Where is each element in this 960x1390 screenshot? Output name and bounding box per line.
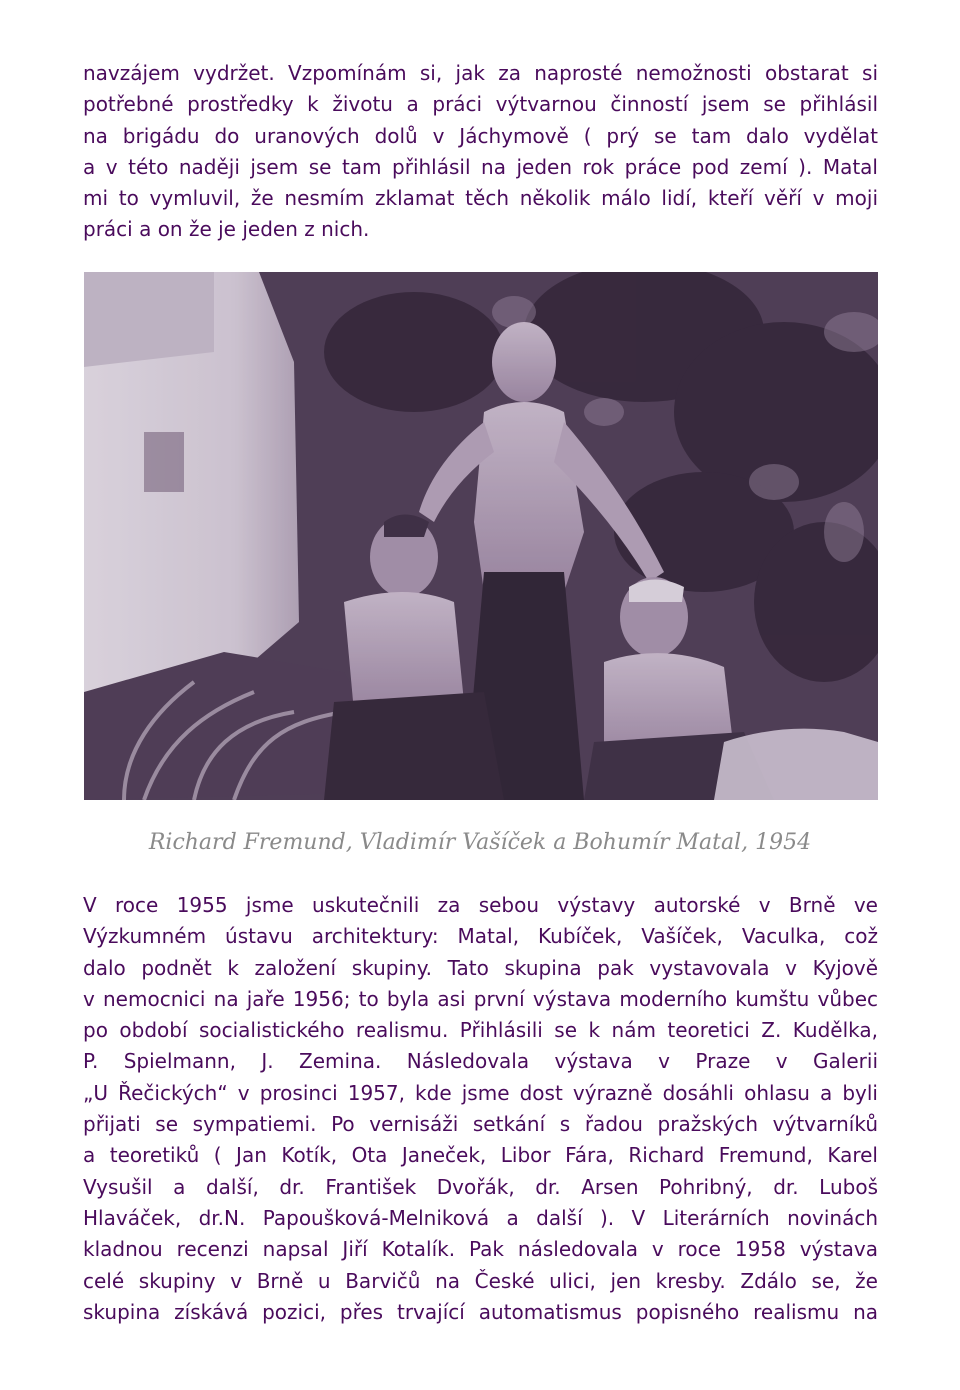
text-line: Výzkumném ústavu architektury: Matal, Kubíček, Vašíček, Vaculka, což <box>83 924 878 949</box>
group-photo <box>84 272 878 800</box>
paragraph-intro <box>83 58 878 246</box>
text-line: celé skupiny v Brně u Barvičů na České ulici, jen kresby. Zdálo se, že <box>83 1268 878 1293</box>
text-line: a teoretiků ( Jan Kotík, Ota Janeček, Libor Fára, Richard Fremund, Karel <box>83 1143 878 1168</box>
text-line: v nemocnici na jaře 1956; to byla asi první výstava moderního kumštu vůbec <box>83 986 878 1011</box>
text-line: na brigádu do uranových dolů v Jáchymově ( prý se tam dalo vydělat <box>83 123 878 148</box>
paragraph-exhibitions <box>83 890 878 1328</box>
text-line: „U Řečických“ v prosinci 1957, kde jsme dost výrazně dosáhli ohlasu a byli <box>83 1080 878 1105</box>
text-line: V roce 1955 jsme uskutečnili za sebou výstavy autorské v Brně ve <box>83 893 878 917</box>
photo-caption: Richard Fremund, Vladimír Vašíček a Bohumír Matal, 1954 <box>148 830 812 855</box>
text-line: navzájem vydržet. Vzpomínám si, jak za naprosté nemožnosti obstarat si <box>83 61 878 85</box>
text-line: a v této naději jsem se tam přihlásil na jeden rok práce pod zemí ). Matal <box>83 154 878 179</box>
text-line: skupina získává pozici, přes trvající automatismus popisného realismu na <box>83 1299 878 1324</box>
text-line: přijati se sympatiemi. Po vernisáži setkání s řadou pražských výtvarníků <box>83 1112 878 1137</box>
text-line: potřebné prostředky k životu a práci výtvarnou činností jsem se přihlásil <box>83 92 878 117</box>
text-line: kladnou recenzi napsal Jiří Kotalík. Pak následovala v roce 1958 výstava <box>83 1237 878 1262</box>
text-line: po období socialistického realismu. Přihlásili se k nám teoretici Z. Kudělka, <box>83 1018 878 1043</box>
text-line: Hlaváček, dr.N. Papoušková-Melniková a další ). V Literárních novinách <box>83 1205 878 1230</box>
text-line: P. Spielmann, J. Zemina. Následovala výstava v Praze v Galerii <box>83 1049 878 1074</box>
group-photo-illustration <box>84 272 878 800</box>
text-line: mi to vymluvil, že nesmím zklamat těch několik málo lidí, kteří věří v moji <box>83 186 878 211</box>
text-line: Vysušil a další, dr. František Dvořák, dr. Arsen Pohribný, dr. Luboš <box>83 1174 878 1199</box>
text-line: práci a on že je jeden z nich. <box>83 217 370 242</box>
text-line: dalo podnět k založení skupiny. Tato skupina pak vystavovala v Kyjově <box>83 955 878 980</box>
